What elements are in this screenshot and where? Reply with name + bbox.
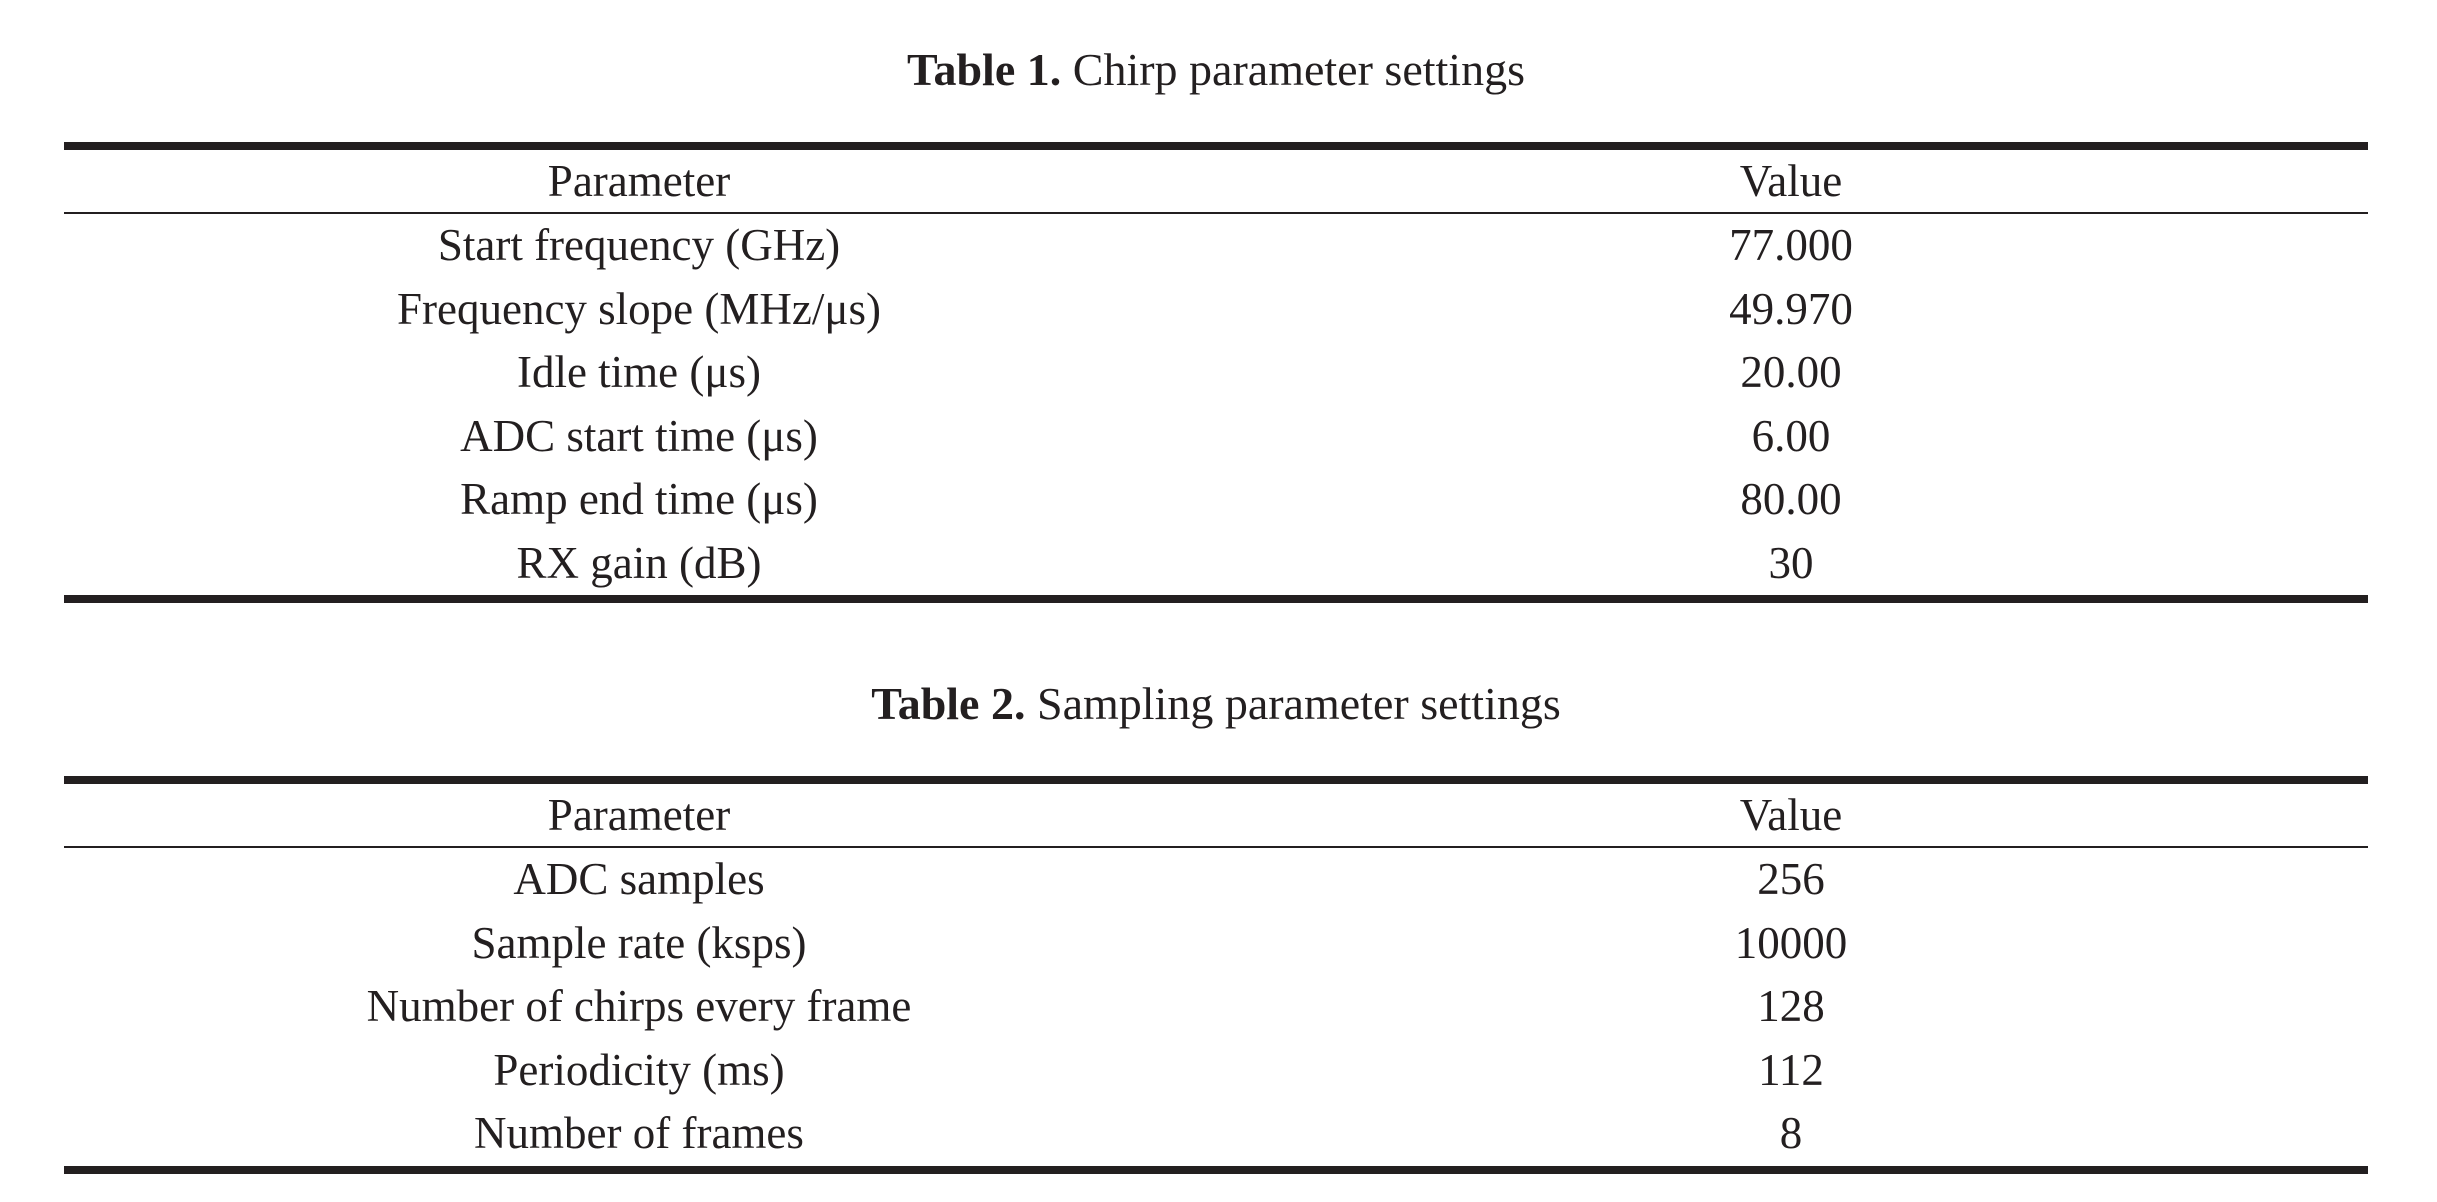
value-cell: 128 [1757,981,1825,1031]
table-2 [64,672,2368,1174]
value-cell: 112 [1758,1044,1824,1095]
value-cell: 77.000 [1729,220,1853,270]
value-cell: 256 [1757,854,1825,904]
value-cell: 10000 [1734,917,1848,968]
table-2-caption-label: Table 2. [871,678,1026,729]
parameter-cell: Sample rate (ksps) [471,917,807,968]
table-1-caption-label: Table 1. [907,44,1062,95]
table-1-caption [64,38,2368,102]
column-header-value: Value [1214,780,2368,847]
table-row [64,405,2368,469]
value-cell: 80.00 [1740,474,1842,524]
parameter-cell: ADC samples [513,854,765,904]
table-1 [64,38,2368,603]
table-2-caption [64,672,2368,736]
table-2-caption-text: Sampling parameter settings [1025,678,1561,729]
parameter-cell: Idle time (μs) [516,347,762,397]
parameter-cell: ADC start time (μs) [460,410,818,461]
table-row [64,213,2368,278]
table-header-row [64,780,2368,847]
table-header-row [64,146,2368,213]
value-cell: 6.00 [1751,410,1831,461]
parameter-cell: Number of chirps every frame [366,981,912,1031]
table-row [64,341,2368,405]
table-row [64,1102,2368,1170]
table-row [64,912,2368,976]
column-header-parameter: Parameter [64,146,1214,213]
sampling-parameter-table [64,776,2368,1174]
parameter-cell: Number of frames [64,1102,1214,1170]
value-cell: 49.970 [1729,283,1853,334]
table-row [64,468,2368,532]
table-row [64,278,2368,342]
parameter-cell: RX gain (dB) [64,532,1214,600]
column-header-value: Value [1214,146,2368,213]
table-row [64,1039,2368,1103]
table-1-caption-text: Chirp parameter settings [1061,44,1525,95]
parameter-cell: Start frequency (GHz) [437,220,841,270]
parameter-cell: Frequency slope (MHz/μs) [396,283,881,334]
column-header-parameter: Parameter [64,780,1214,847]
parameter-cell: Periodicity (ms) [493,1044,785,1095]
parameter-cell: Ramp end time (μs) [460,474,818,524]
value-cell: 30 [1214,532,2368,600]
value-cell: 8 [1214,1102,2368,1170]
table-row [64,532,2368,600]
table-row [64,847,2368,912]
chirp-parameter-table [64,142,2368,603]
value-cell: 20.00 [1740,347,1842,397]
table-row [64,975,2368,1039]
